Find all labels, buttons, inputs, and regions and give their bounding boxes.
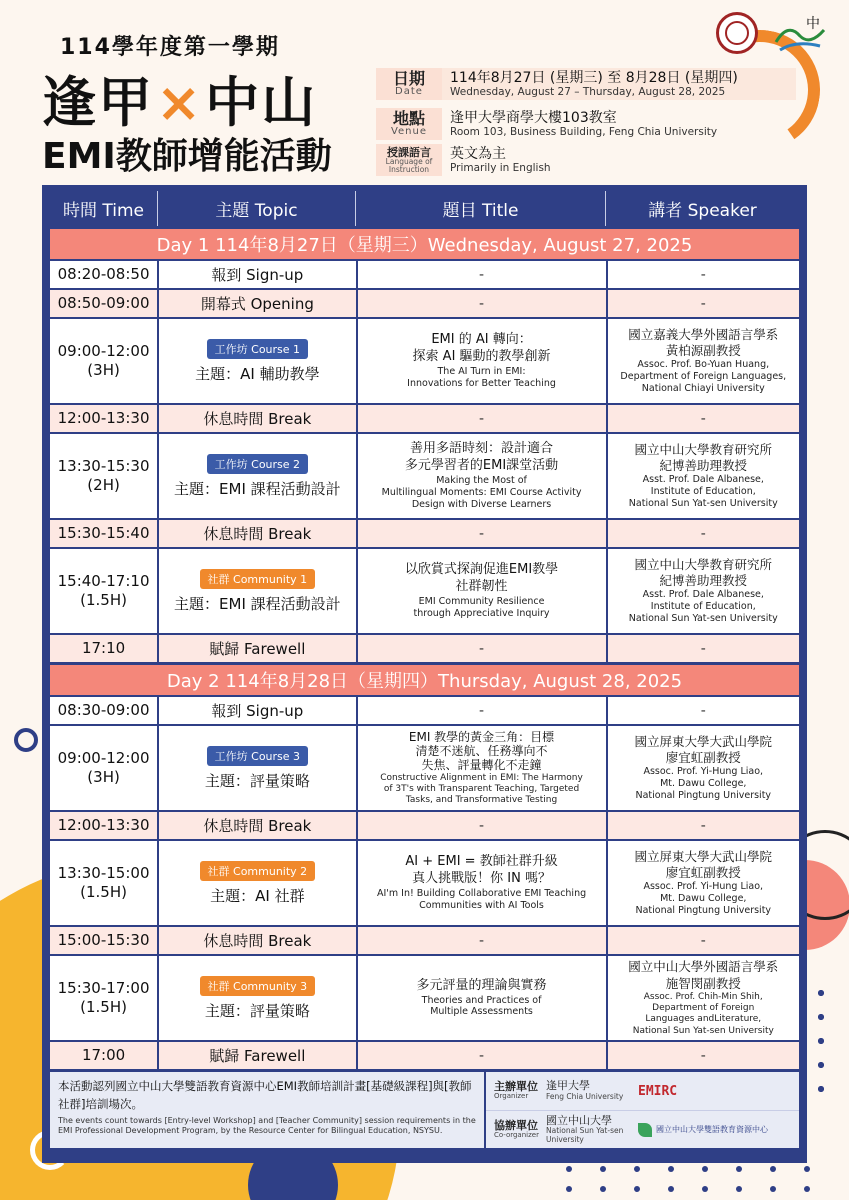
venue-label: 地點 (392, 109, 425, 128)
coorganizer-name: 國立中山大學 (546, 1113, 612, 1127)
row-time: 09:00-12:00 (3H) (50, 726, 157, 810)
row-speaker: 國立屏東大學大武山學院 廖宜虹副教授 Assoc. Prof. Yi-Hung Liao, Mt. Dawu College, National Pingtung University (608, 726, 799, 810)
decor-dot (736, 1186, 742, 1192)
table-row (50, 290, 799, 317)
date-label-en: Date (395, 86, 423, 98)
decor-dot (818, 1014, 824, 1020)
language-value-en: Primarily in English (450, 162, 551, 175)
row-speaker: 國立中山大學外國語言學系 施智閔副教授 Assoc. Prof. Chih-Min Shih, Department of Foreign Languages andLiterature, National Sun Yat-sen University (608, 956, 799, 1040)
decor-dot (804, 1166, 810, 1172)
table-row (50, 549, 799, 633)
organizers (486, 1072, 799, 1148)
col-time: 時間 Time (50, 191, 158, 226)
main-title (42, 60, 317, 137)
table-row (50, 726, 799, 810)
footer (50, 1072, 799, 1148)
row-topic: 工作坊 Course 3 主題：評量策略 (159, 726, 355, 810)
table-row (50, 319, 799, 403)
row-topic: 工作坊 Course 1 主題：AI 輔助教學 (159, 319, 355, 403)
table-row (50, 434, 799, 518)
decor-dot (702, 1166, 708, 1172)
table-row (50, 405, 799, 432)
decor-dot (818, 990, 824, 996)
decor-dot (668, 1186, 674, 1192)
course-badge: 工作坊 Course 2 (207, 454, 308, 474)
row-title: 多元評量的理論與實務 Theories and Practices of Multiple Assessments (358, 956, 606, 1040)
row-topic: 開幕式 Opening (159, 290, 355, 317)
row-time: 17:00 (50, 1042, 157, 1069)
organizer-label: 主辦單位 (494, 1080, 538, 1094)
row-title: AI + EMI = 教師社群升級 真人挑戰版！你 IN 嗎？ AI'm In! Building Collaborative EMI Teaching Communities with AI Tools (358, 841, 606, 925)
decor-dot (770, 1186, 776, 1192)
row-time: 12:00-13:30 (50, 812, 157, 839)
decor-dot (818, 1086, 824, 1092)
table-header (50, 191, 799, 226)
row-title: - (358, 405, 606, 432)
organizer-row (486, 1072, 799, 1110)
row-speaker: 國立中山大學教育研究所 紀博善助理教授 Asst. Prof. Dale Albanese, Institute of Education, National Sun Yat-sen University (608, 434, 799, 518)
poster-header (0, 0, 849, 185)
emirc-logo: EMIRC (638, 1083, 678, 1099)
table-row (50, 261, 799, 288)
table-row (50, 1042, 799, 1069)
coorganizer-label-en: Co-organizer (494, 1130, 539, 1139)
coorganizer-label: 協辦單位 (494, 1118, 538, 1132)
svg-text:中: 中 (806, 16, 820, 32)
decor-dot (634, 1186, 640, 1192)
row-topic: 報到 Sign-up (159, 261, 355, 288)
row-speaker: - (608, 520, 799, 547)
row-title: EMI 教學的黃金三角：目標 清楚不迷航、任務導向不 失焦、評量轉化不走鐘 Constructive Alignment in EMI: The Harmony of 3T's with Transparent Teaching, Targeted Tasks, and Transformative Testing (358, 726, 606, 810)
row-speaker: - (608, 697, 799, 724)
decor-dot (600, 1166, 606, 1172)
row-title: 以欣賞式探詢促進EMI教學 社群韌性 EMI Community Resilience through Appreciative Inquiry (358, 549, 606, 633)
col-topic: 主題 Topic (158, 191, 356, 226)
language-value: 英文為主 (450, 145, 506, 162)
row-speaker: - (608, 290, 799, 317)
footer-note-en: The events count towards [Entry-level Workshop] and [Teacher Community] session requirements in the EMI Professional Development Program, by the Resource Center for Bilingual Education, NSYSU. (58, 1115, 476, 1136)
row-title: EMI 的 AI 轉向： 探索 AI 驅動的教學創新 The AI Turn in EMI: Innovations for Better Teaching (358, 319, 606, 403)
organizer-label-en: Organizer (494, 1092, 529, 1101)
table-row (50, 697, 799, 724)
col-speaker: 講者 Speaker (648, 201, 757, 221)
title-left: 逢甲 (42, 71, 154, 134)
col-title: 題目 Title (356, 191, 606, 226)
table-row (50, 841, 799, 925)
row-title: - (358, 1042, 606, 1069)
decor-dot (566, 1186, 572, 1192)
row-topic: 休息時間 Break (159, 520, 355, 547)
table-row (50, 956, 799, 1040)
row-topic: 休息時間 Break (159, 405, 355, 432)
table-row (50, 635, 799, 662)
row-topic: 社群 Community 1 主題：EMI 課程活動設計 (159, 549, 355, 633)
decor-dot (818, 1038, 824, 1044)
decor-dot (668, 1166, 674, 1172)
title-cross: × (156, 71, 204, 134)
row-title: - (358, 812, 606, 839)
row-topic: 休息時間 Break (159, 927, 355, 954)
decor-dot (736, 1166, 742, 1172)
language-info (376, 144, 796, 176)
row-topic: 社群 Community 2 主題：AI 社群 (159, 841, 355, 925)
decor-dot (770, 1166, 776, 1172)
table-row (50, 520, 799, 547)
decor-dot (600, 1186, 606, 1192)
venue-info (376, 108, 796, 140)
coorganizer-name-en: National Sun Yat-sen University (546, 1126, 624, 1144)
row-speaker: - (608, 812, 799, 839)
row-title: - (358, 697, 606, 724)
row-topic: 報到 Sign-up (159, 697, 355, 724)
decor-dot (566, 1166, 572, 1172)
row-time: 15:30-15:40 (50, 520, 157, 547)
table-row (50, 927, 799, 954)
organizer-name-en: Feng Chia University (546, 1092, 624, 1101)
date-value-en: Wednesday, August 27 – Thursday, August 28, 2025 (450, 86, 726, 99)
row-time: 13:30-15:30 (2H) (50, 434, 157, 518)
row-speaker: - (608, 927, 799, 954)
date-label: 日期 (392, 69, 425, 89)
semester-label: 114學年度第一學期 (60, 35, 280, 60)
community-badge: 社群 Community 1 (200, 569, 316, 589)
row-title: - (358, 927, 606, 954)
leaf-icon (638, 1123, 652, 1137)
row-time: 09:00-12:00 (3H) (50, 319, 157, 403)
venue-value-en: Room 103, Business Building, Feng Chia University (450, 126, 718, 139)
organizer-name: 逢甲大學 (546, 1079, 590, 1093)
schedule-table (42, 185, 807, 1163)
row-speaker: 國立嘉義大學外國語言學系 黃柏源副教授 Assoc. Prof. Bo-Yuan Huang, Department of Foreign Languages, National Chiayi University (608, 319, 799, 403)
row-time: 13:30-15:00 (1.5H) (50, 841, 157, 925)
sub-title: EMI教師增能活動 (42, 136, 332, 177)
row-speaker: - (608, 1042, 799, 1069)
row-title: - (358, 635, 606, 662)
day2-heading: Day 2 114年8月28日（星期四）Thursday, August 28, 2025 (50, 665, 799, 695)
row-topic: 社群 Community 3 主題：評量策略 (159, 956, 355, 1040)
row-topic: 賦歸 Farewell (159, 635, 355, 662)
table-row (50, 812, 799, 839)
row-speaker: 國立中山大學教育研究所 紀博善助理教授 Asst. Prof. Dale Albanese, Institute of Education, National Sun Yat-sen University (608, 549, 799, 633)
rcbe-logo: 國立中山大學雙語教育資源中心 (638, 1123, 768, 1137)
decor-dot (634, 1166, 640, 1172)
venue-label-en: Venue (390, 126, 428, 137)
date-value: 114年8月27日 (星期三) 至 8月28日 (星期四) (450, 70, 738, 86)
date-info (376, 68, 796, 100)
decor-dot (818, 1062, 824, 1068)
fcu-logo (772, 12, 828, 56)
course-badge: 工作坊 Course 3 (207, 746, 308, 766)
row-topic: 休息時間 Break (159, 812, 355, 839)
decor-dot (804, 1186, 810, 1192)
row-time: 17:10 (50, 635, 157, 662)
language-label-en: Language of Instruction (385, 157, 433, 174)
language-label: 授課語言 (387, 146, 431, 159)
row-title: - (358, 520, 606, 547)
venue-value: 逢甲大學商學大樓103教室 (450, 109, 617, 126)
row-speaker: 國立屏東大學大武山學院 廖宜虹副教授 Assoc. Prof. Yi-Hung Liao, Mt. Dawu College, National Pingtung University (608, 841, 799, 925)
day1-heading: Day 1 114年8月27日（星期三）Wednesday, August 27, 2025 (50, 229, 799, 259)
footer-note (50, 1072, 484, 1148)
row-speaker: - (608, 261, 799, 288)
row-time: 08:50-09:00 (50, 290, 157, 317)
course-badge: 工作坊 Course 1 (207, 339, 308, 359)
coorganizer-row (486, 1110, 799, 1148)
row-speaker: - (608, 635, 799, 662)
nsysu-logo (716, 12, 758, 54)
row-speaker: - (608, 405, 799, 432)
title-right: 中山 (205, 71, 318, 134)
community-badge: 社群 Community 2 (200, 861, 316, 881)
footer-note-zh: 本活動認列國立中山大學雙語教育資源中心EMI教師培訓計畫[基礎級課程]與[教師社群]培訓場次。 (58, 1079, 472, 1111)
navy-decor-ring (14, 728, 38, 752)
row-title: 善用多語時刻：設計適合 多元學習者的EMI課堂活動 Making the Most of Multilingual Moments: EMI Course Activity Design with Diverse Learners (358, 434, 606, 518)
row-title: - (358, 261, 606, 288)
community-badge: 社群 Community 3 (200, 976, 316, 996)
row-time: 15:40-17:10 (1.5H) (50, 549, 157, 633)
row-time: 12:00-13:30 (50, 405, 157, 432)
row-time: 08:20-08:50 (50, 261, 157, 288)
row-time: 08:30-09:00 (50, 697, 157, 724)
row-topic: 賦歸 Farewell (159, 1042, 355, 1069)
row-topic: 工作坊 Course 2 主題：EMI 課程活動設計 (159, 434, 355, 518)
row-title: - (358, 290, 606, 317)
row-time: 15:30-17:00 (1.5H) (50, 956, 157, 1040)
row-time: 15:00-15:30 (50, 927, 157, 954)
decor-dot (702, 1186, 708, 1192)
